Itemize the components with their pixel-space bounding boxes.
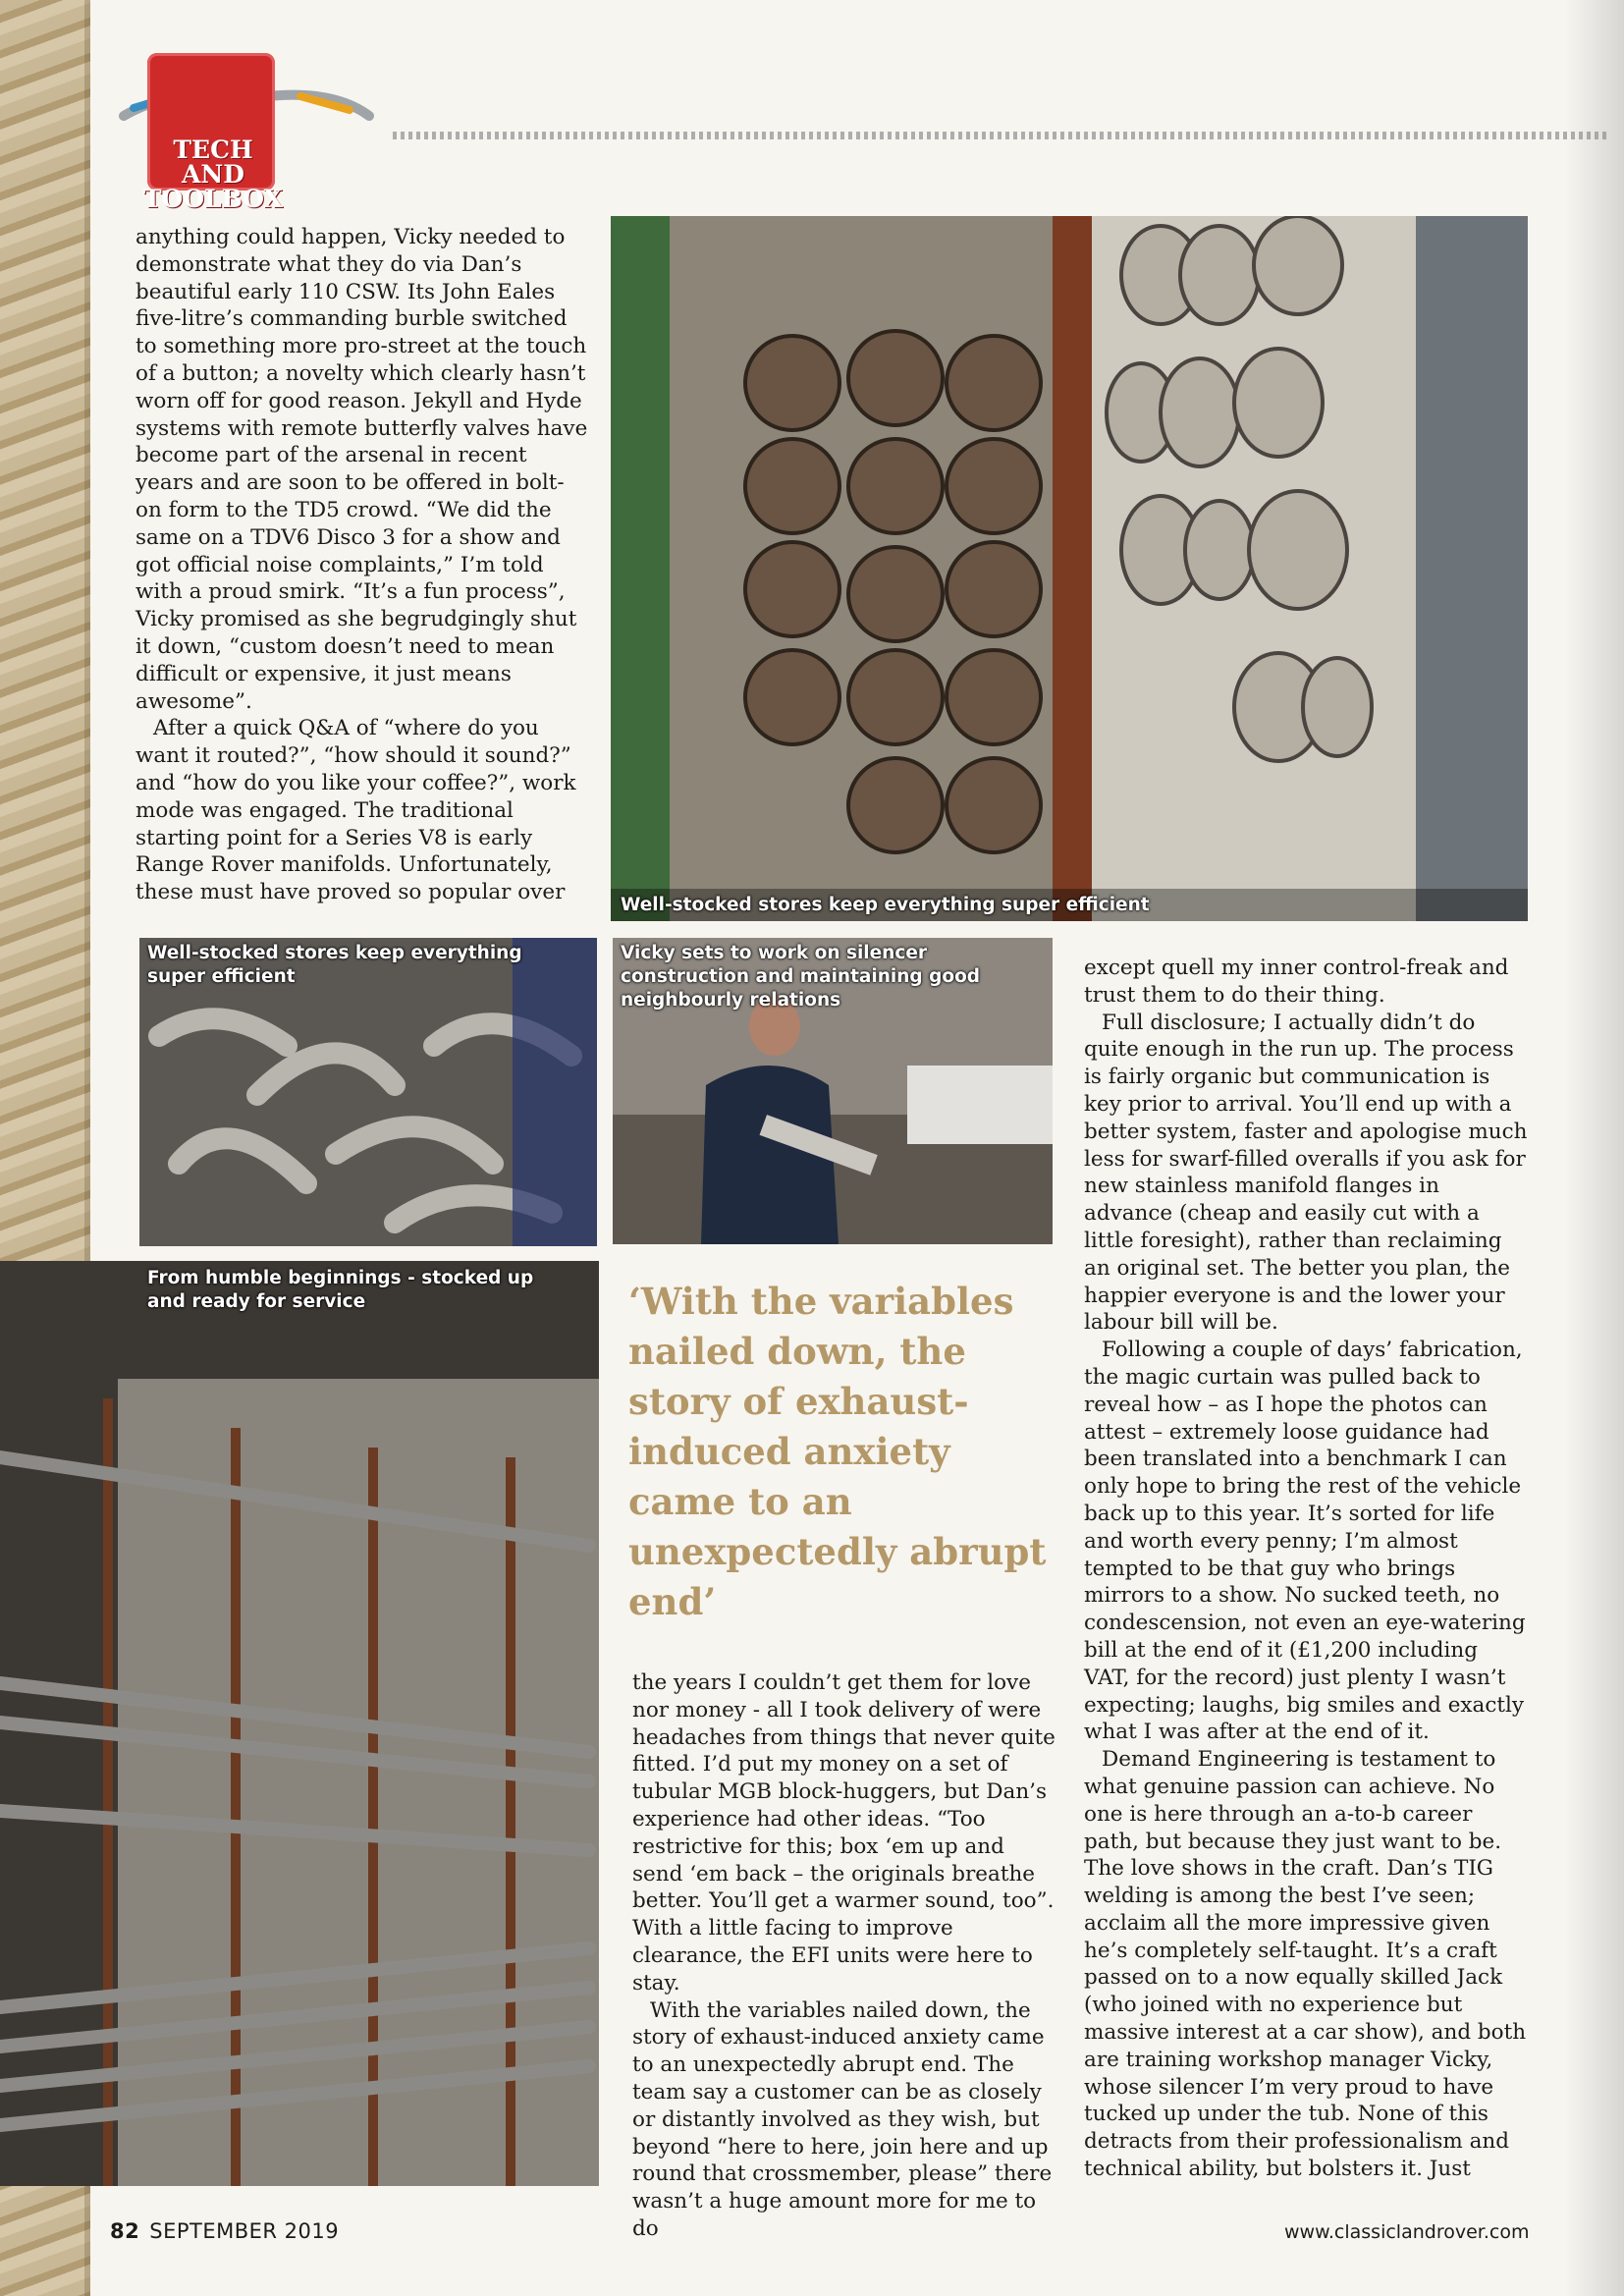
- caption-top-photo: Well-stocked stores keep everything super efficient: [621, 895, 1150, 915]
- pipe-racks-image: [0, 1261, 599, 2186]
- pull-quote: ‘With the variables nailed down, the story of exhaust-induced anxiety came to an unexpectedly abrupt end’: [628, 1280, 1047, 1623]
- page-number: 82: [110, 2219, 140, 2243]
- paragraph: anything could happen, Vicky needed to demonstrate what they do via Dan’s beautiful early 110 CSW. Its John Eales five-litre’s commanding burble switched to something more pro-street at the touch of a button; a novelty which clearly hasn’t worn off for good reason. Jekyll and Hyde systems with remote butterfly valves have become part of the arsenal in recent years and are soon to be offered in bolt-on form to the TD5 crowd. “We did the same on a TDV6 Disco 3 for a show and got official noise complaints,” I’m told with a proud smirk. “It’s a fun process”, Vicky promised as she begrudgingly shut it down, “custom doesn’t need to mean difficult or expensive, it just means awesome”.: [135, 225, 588, 714]
- issue-date: SEPTEMBER 2019: [149, 2219, 340, 2243]
- body-column-1: [135, 224, 589, 906]
- paragraph: the years I couldn’t get them for love nor money - all I took delivery of were headaches from things that never quite fitted. I’d put my money on a set of tubular MGB block-huggers, but Dan’s experience had other ideas. “Too restrictive for this; box ‘em up and send ‘em back – the originals breathe better. You’ll get a warmer sound, too”. With a little facing to improve clearance, the EFI units were here to stay.: [632, 1670, 1056, 1995]
- header-dotted-rule: [393, 132, 1610, 139]
- caption-vicky-photo: Vicky sets to work on silencer construction and maintaining good neighbourly relations: [621, 943, 981, 1011]
- body-column-3: [1084, 955, 1528, 2183]
- website-url: www.classiclandrover.com: [1284, 2221, 1530, 2243]
- paragraph: After a quick Q&A of “where do you want it routed?”, “how should it sound?” and “how do you like your coffee?”, work mode was engaged. The traditional starting point for a Series V8 is early Range Rover manifolds. Unfortunately, these must have proved so popular over: [135, 716, 576, 905]
- logo-title: TECH AND TOOLBOX: [142, 136, 284, 213]
- paragraph: With the variables nailed down, the story of exhaust-induced anxiety came to an unexpectedly abrupt end. The team say a customer can be as closely or distantly involved as they wish, but beyond “here to here, join here and up round that crossmember, please” there wasn’t a huge amount more for me to do: [632, 1997, 1053, 2241]
- silencer-stores-image: [611, 216, 1528, 921]
- photo-pipe-racks: [0, 1261, 599, 2186]
- photo-vicky-at-work: [613, 938, 1053, 1244]
- photo-bent-pipes: [139, 938, 597, 1246]
- body-column-2: [632, 1669, 1056, 2243]
- paragraph: Full disclosure; I actually didn’t do quite enough in the run up. The process is fairly organic but communication is key prior to arrival. You’ll end up with a better system, faster and apologise much less for swarf-filled overalls if you ask for new stainless manifold flanges in advance (cheap and easily cut with a little foresight), rather than reclaiming an original set. The better you plan, the happier everyone is and the lower your labour bill will be.: [1084, 1010, 1528, 1336]
- caption-racks-photo: From humble beginnings - stocked up and ready for service: [147, 1268, 534, 1312]
- paragraph: Demand Engineering is testament to what genuine passion can achieve. No one is here through an a-to-b career path, but because they just want to be. The love shows in the craft. Dan’s TIG welding is among the best I’ve seen; acclaim all the more impressive given he’s completely self-taught. It’s a craft passed on to a now equally skilled Jack (who joined with no experience but massive interest at a car show), and both are training workshop manager Vicky, whose silencer I’m very proud to have tucked up under the tub. None of this detracts from their professionalism and technical ability, but bolsters it. Just: [1084, 1747, 1527, 2182]
- caption-pipes-photo: Well-stocked stores keep everything super efficient: [147, 943, 522, 987]
- photo-silencer-stores: [611, 216, 1528, 921]
- paragraph: except quell my inner control-freak and trust them to do their thing.: [1084, 956, 1509, 1008]
- paragraph: Following a couple of days’ fabrication, the magic curtain was pulled back to reveal how – as I hope the photos can attest – extremely loose guidance had been translated into a benchmark I can only hope to bring the rest of the vehicle back up to this year. It’s sorted for life and worth every penny; I’m almost tempted to be that guy who brings mirrors to a show. No sucked teeth, no condescension, not even an eye-watering bill at the end of it (£1,200 including VAT, for the record) just plenty I wasn’t expecting; laughs, big smiles and exactly what I was after at the end of it.: [1084, 1338, 1526, 1745]
- tech-and-toolbox-logo: [104, 47, 379, 213]
- page-gutter-shadow: [1565, 0, 1624, 2296]
- page-footer-issue: [110, 2219, 339, 2243]
